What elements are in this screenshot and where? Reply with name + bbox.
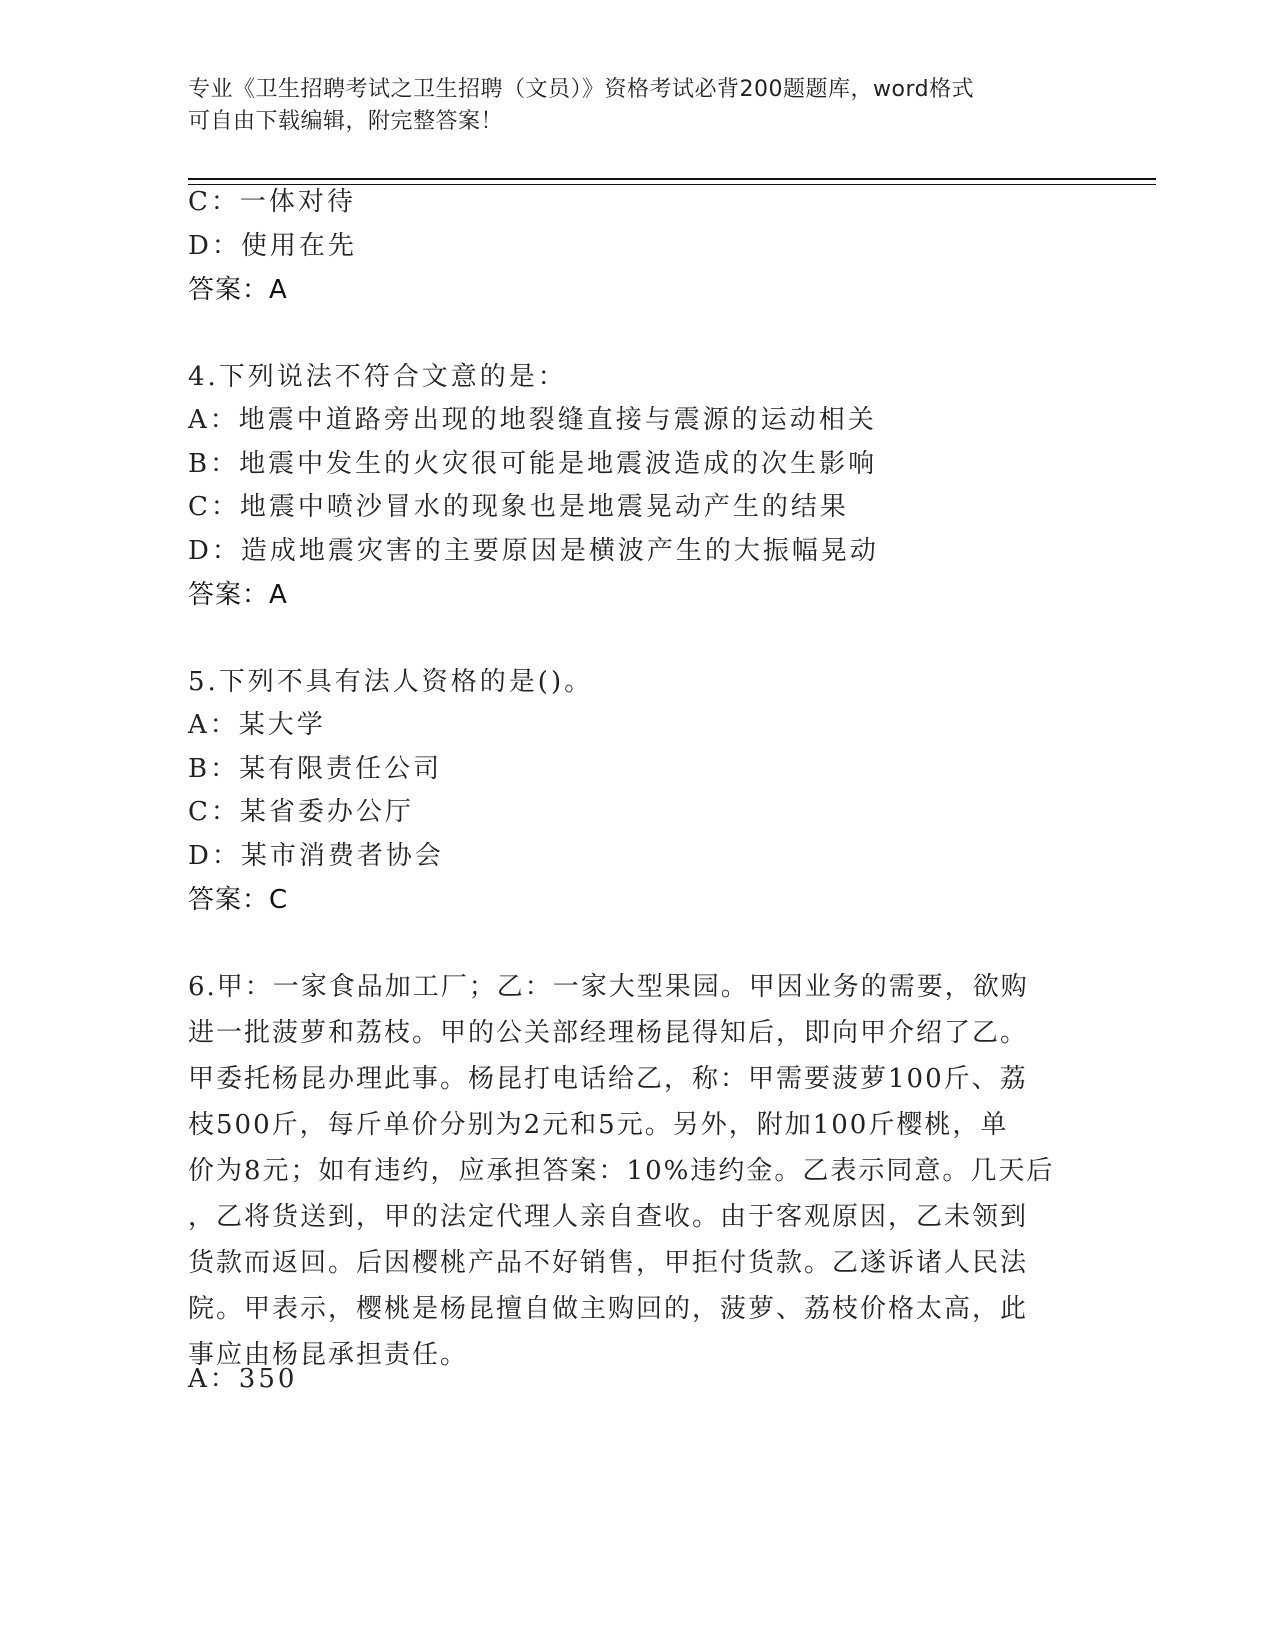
q6-question xyxy=(188,964,1073,1378)
q4-option-b: B：地震中发生的火灾很可能是地震波造成的次生影响 xyxy=(188,449,878,479)
q5-option-a: A：某大学 xyxy=(188,710,326,740)
q6-question-line: 进一批菠萝和荔枝。甲的公关部经理杨昆得知后，即向甲介绍了乙。 xyxy=(188,1018,1029,1048)
q5-option-d: D：某市消费者协会 xyxy=(188,841,444,871)
q4-option-a: A：地震中道路旁出现的地裂缝直接与震源的运动相关 xyxy=(188,405,877,435)
q6-question-line: 价为8元；如有违约，应承担答案：10%违约金。乙表示同意。几天后 xyxy=(188,1156,1055,1186)
q5-option-c: C：某省委办公厅 xyxy=(188,797,414,827)
q5-question: 5.下列不具有法人资格的是()。 xyxy=(188,667,594,697)
q6-question-line: 6.甲：一家食品加工厂；乙：一家大型果园。甲因业务的需要，欲购 xyxy=(188,972,1029,1002)
q3-option-d: D：使用在先 xyxy=(188,231,357,261)
q6-option-a: A：350 xyxy=(188,1364,298,1394)
q6-question-line: 事应由杨昆承担责任。 xyxy=(188,1340,469,1370)
q4-answer: 答案：A xyxy=(188,580,288,610)
q5-option-b: B：某有限责任公司 xyxy=(188,754,443,784)
q4-question: 4.下列说法不符合文意的是： xyxy=(188,362,567,392)
q6-question-line: 院。甲表示，樱桃是杨昆擅自做主购回的，菠萝、荔枝价格太高，此 xyxy=(188,1294,1029,1324)
q5-answer: 答案：C xyxy=(188,885,289,915)
document-header xyxy=(188,74,1068,138)
q6-question-line: ，乙将货送到，甲的法定代理人亲自查收。由于客观原因，乙未领到 xyxy=(188,1202,1029,1232)
header-rule-thick xyxy=(188,178,1156,180)
q4-option-d: D：造成地震灾害的主要原因是横波产生的大振幅晃动 xyxy=(188,536,879,566)
q3-answer: 答案：A xyxy=(188,275,288,305)
q6-question-line: 货款而返回。后因樱桃产品不好销售，甲拒付货款。乙遂诉诸人民法 xyxy=(188,1248,1029,1278)
header-title-line-2: 可自由下载编辑，附完整答案！ xyxy=(188,109,504,134)
q6-question-line: 枝500斤，每斤单价分别为2元和5元。另外，附加100斤樱桃，单 xyxy=(188,1110,1009,1140)
q4-option-c: C：地震中喷沙冒水的现象也是地震晃动产生的结果 xyxy=(188,492,849,522)
q3-option-c: C：一体对待 xyxy=(188,187,356,217)
q6-question-line: 甲委托杨昆办理此事。杨昆打电话给乙，称：甲需要菠萝100斤、荔 xyxy=(188,1064,1028,1094)
header-title-line-1: 专业《卫生招聘考试之卫生招聘（文员）》资格考试必背200题题库，word格式 xyxy=(188,77,975,102)
